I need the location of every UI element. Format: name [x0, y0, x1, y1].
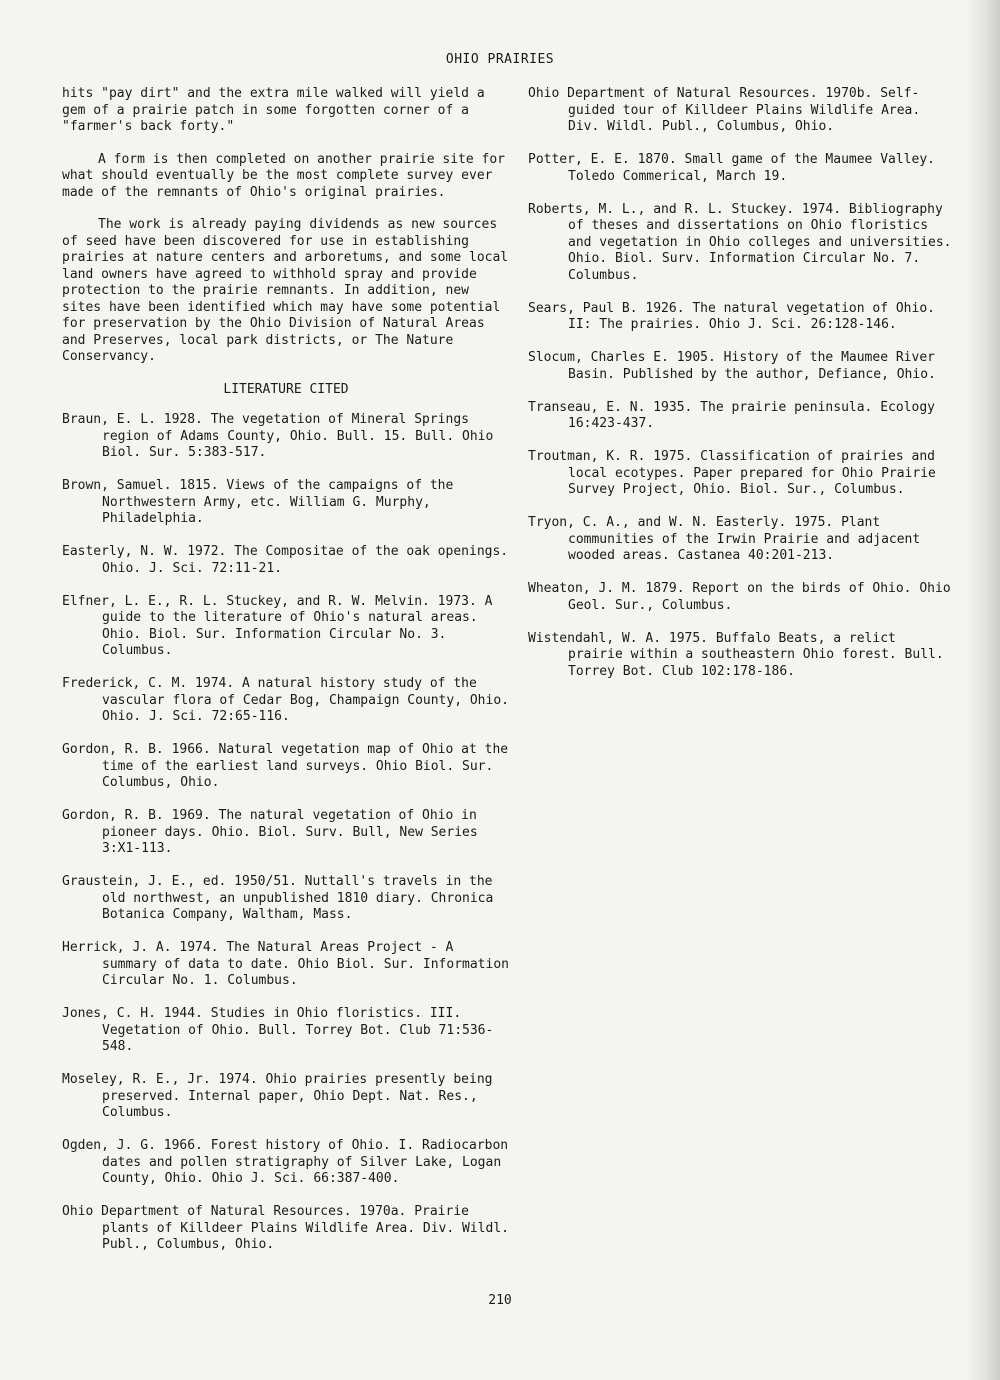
reference-entry: Gordon, R. B. 1966. Natural vegetation map of Ohio at the time of the earliest land surveys. Ohio Biol. Sur. Columbus, Ohio. [62, 742, 509, 790]
reference-entry: Wheaton, J. M. 1879. Report on the birds of Ohio. Ohio Geol. Sur., Columbus. [528, 581, 951, 613]
reference-entry: Moseley, R. E., Jr. 1974. Ohio prairies presently being preserved. Internal paper, Ohio Dept. Nat. Res., Columbus. [62, 1072, 493, 1120]
running-title: OHIO PRAIRIES [445, 52, 555, 67]
reference-entry: Frederick, C. M. 1974. A natural history study of the vascular flora of Cedar Bog, Champaign County, Ohio. Ohio. J. Sci. 72:65-116. [62, 676, 509, 724]
body-paragraph: hits "pay dirt" and the extra mile walked will yield a gem of a prairie patch in some forgotten corner of a "farmer's back forty." [62, 86, 485, 134]
reference-entry: Brown, Samuel. 1815. Views of the campaigns of the Northwestern Army, etc. William G. Murphy, Philadelphia. [62, 478, 454, 526]
reference-entry: Jones, C. H. 1944. Studies in Ohio floristics. III. Vegetation of Ohio. Bull. Torrey Bot. Club 71:536-548. [62, 1006, 494, 1054]
reference-entry: Easterly, N. W. 1972. The Compositae of the oak openings. Ohio. J. Sci. 72:11-21. [62, 544, 509, 576]
page-number: 210 [488, 1293, 512, 1308]
reference-entry: Wistendahl, W. A. 1975. Buffalo Beats, a relict prairie within a southeastern Ohio forest. Bull. Torrey Bot. Club 102:178-186. [528, 630, 944, 679]
reference-entry: Tryon, C. A., and W. N. Easterly. 1975. Plant communities of the Irwin Prairie and adjacent wooded areas. Castanea 40:201-213. [528, 515, 921, 563]
left-column [62, 86, 510, 1270]
body-paragraph: The work is already paying dividends as new sources of seed have been discovered for use in establishing prairies at nature centers and arboretums, and some local land owners have agreed to withhold spray and provide protection to the prairie remnants. In addition, new sites have been identified which may have some potential for preservation by the Ohio Division of Natural Areas and Preserves, local park districts, or The Nature Conservancy. [62, 217, 509, 364]
reference-entry: Slocum, Charles E. 1905. History of the Maumee River Basin. Published by the author, Defiance, Ohio. [528, 350, 936, 382]
reference-entry: Sears, Paul B. 1926. The natural vegetation of Ohio. II: The prairies. Ohio J. Sci. 26:128-146. [528, 300, 935, 332]
reference-entry: Potter, E. E. 1870. Small game of the Maumee Valley. Toledo Commerical, March 19. [528, 152, 935, 184]
reference-entry: Roberts, M. L., and R. L. Stuckey. 1974. Bibliography of theses and dissertations on Ohio floristics and vegetation in Ohio colleges and universities. Ohio. Biol. Surv. Information Circular No. 7. Columbus. [528, 201, 952, 283]
reference-entry: Braun, E. L. 1928. The vegetation of Mineral Springs region of Adams County, Ohio. Bull. 15. Bull. Ohio Biol. Sur. 5:383-517. [62, 412, 494, 460]
reference-entry: Ohio Department of Natural Resources. 1970a. Prairie plants of Killdeer Plains Wildlife Area. Div. Wildl. Publ., Columbus, Ohio. [62, 1204, 509, 1252]
reference-entry: Gordon, R. B. 1969. The natural vegetation of Ohio in pioneer days. Ohio. Biol. Surv. Bull, New Series 3:X1-113. [62, 808, 478, 856]
reference-entry: Ohio Department of Natural Resources. 1970b. Self-guided tour of Killdeer Plains Wildlife Area. Div. Wildl. Publ., Columbus, Ohio. [528, 86, 921, 134]
reference-entry: Transeau, E. N. 1935. The prairie peninsula. Ecology 16:423-437. [528, 399, 935, 431]
scan-edge-shadow [966, 0, 1000, 1380]
body-paragraph: A form is then completed on another prairie site for what should eventually be the most complete survey ever made of the remnants of Ohio's original prairies. [62, 151, 505, 200]
reference-entry: Graustein, J. E., ed. 1950/51. Nuttall's travels in the old northwest, an unpublished 1810 diary. Chronica Botanica Company, Waltham, Mass. [62, 874, 494, 922]
reference-entry: Ogden, J. G. 1966. Forest history of Ohio. I. Radiocarbon dates and pollen stratigraphy of Silver Lake, Logan County, Ohio. Ohio J. Sci. 66:387-400. [62, 1138, 509, 1186]
section-title-literature-cited: LITERATURE CITED [223, 381, 349, 397]
reference-entry: Elfner, L. E., R. L. Stuckey, and R. W. Melvin. 1973. A guide to the literature of Ohio's natural areas. Ohio. Biol. Sur. Information Circular No. 3. Columbus. [62, 593, 493, 658]
reference-entry: Troutman, K. R. 1975. Classification of prairies and local ecotypes. Paper prepared for Ohio Prairie Survey Project, Ohio. Biol. Sur., Columbus. [528, 449, 936, 497]
right-column [528, 86, 958, 697]
reference-entry: Herrick, J. A. 1974. The Natural Areas Project - A summary of data to date. Ohio Biol. Sur. Information Circular No. 1. Columbus. [62, 940, 509, 988]
